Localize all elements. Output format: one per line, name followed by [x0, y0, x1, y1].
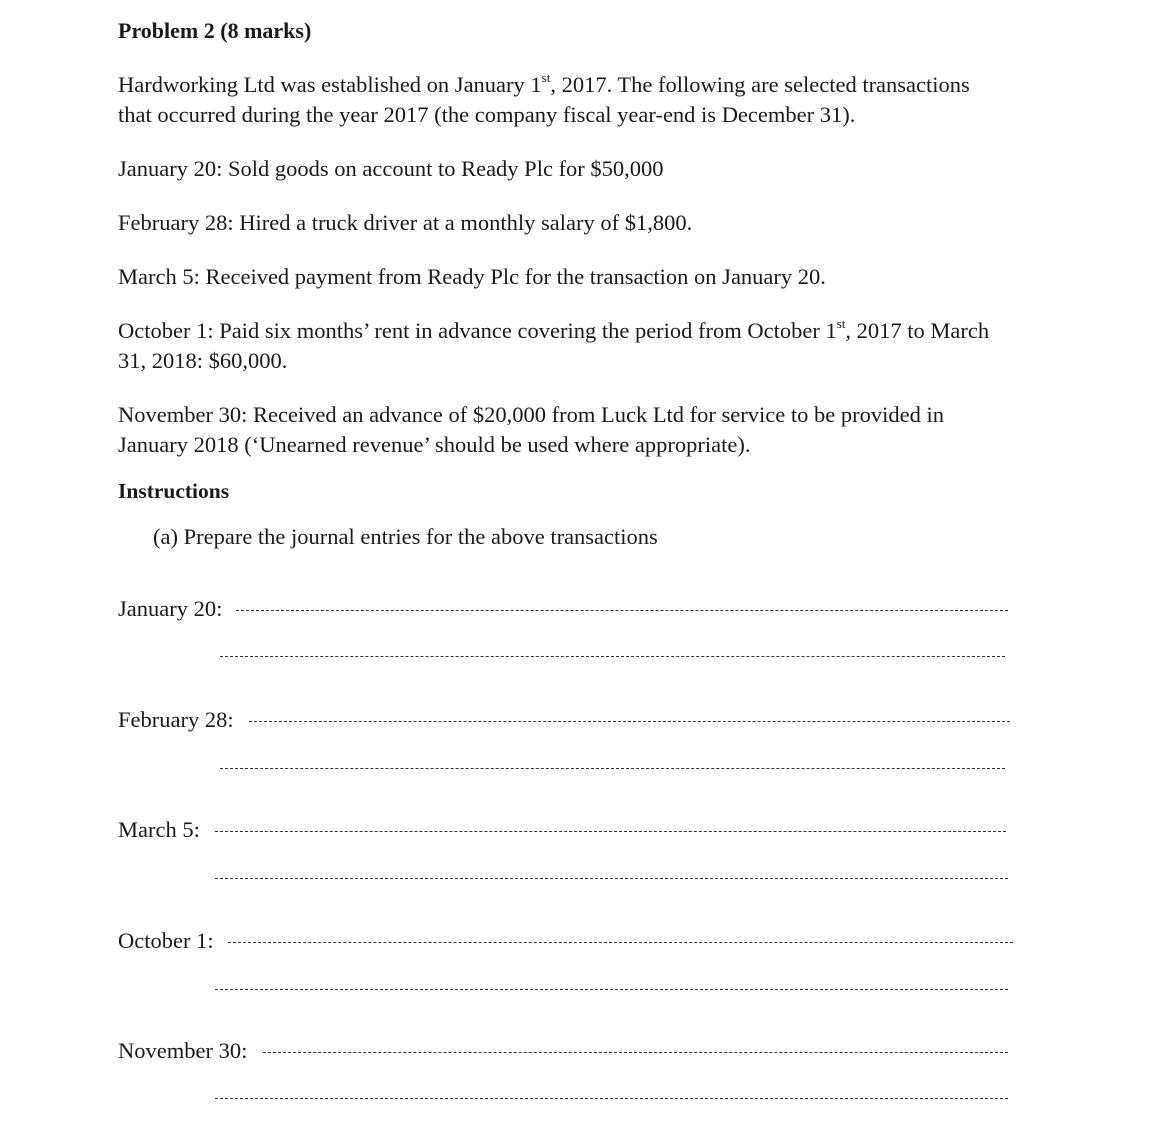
answer-label-feb28: February 28:: [118, 707, 234, 732]
answer-line-mar5-2[interactable]: [215, 878, 1008, 879]
answer-line-feb28-2[interactable]: [220, 768, 1005, 769]
answer-line-nov30-1[interactable]: [263, 1052, 1008, 1053]
answer-line-jan20-2[interactable]: [220, 656, 1005, 657]
answer-line-feb28-1[interactable]: [249, 721, 1010, 722]
intro-line-2: that occurred during the year 2017 (the company fiscal year-end is December 31).: [118, 102, 856, 127]
answer-label-nov30: November 30:: [118, 1038, 248, 1063]
problem-title: Problem 2 (8 marks): [118, 18, 312, 43]
transaction-oct1-line-1: October 1: Paid six months’ rent in advance covering the period from October 1st, 2017 to March: [118, 315, 990, 343]
answer-label-jan20: January 20:: [118, 596, 223, 621]
answer-line-oct1-1[interactable]: [228, 942, 1013, 943]
answer-label-oct1: October 1:: [118, 928, 214, 953]
transaction-mar5: March 5: Received payment from Ready Plc for the transaction on January 20.: [118, 264, 826, 289]
answer-line-jan20-1[interactable]: [236, 610, 1008, 611]
transaction-feb28: February 28: Hired a truck driver at a monthly salary of $1,800.: [118, 210, 693, 235]
transaction-oct1-line-2: 31, 2018: $60,000.: [118, 348, 288, 373]
transaction-jan20: January 20: Sold goods on account to Ready Plc for $50,000: [118, 156, 664, 181]
transaction-nov30: [118, 400, 944, 460]
instruction-part-a: (a) Prepare the journal entries for the above transactions: [153, 524, 658, 549]
answer-label-mar5: March 5:: [118, 817, 200, 842]
answer-line-nov30-2[interactable]: [215, 1098, 1008, 1099]
intro-line-1: Hardworking Ltd was established on January 1st, 2017. The following are selected transactions: [118, 69, 970, 97]
answer-line-mar5-1[interactable]: [215, 831, 1006, 832]
answer-line-oct1-2[interactable]: [215, 989, 1008, 990]
transaction-oct1: [118, 316, 989, 376]
problem-intro: [118, 70, 970, 130]
instructions-heading: Instructions: [118, 479, 230, 503]
transaction-nov30-line-2: January 2018 (‘Unearned revenue’ should be used where appropriate).: [118, 432, 751, 457]
transaction-nov30-line-1: November 30: Received an advance of $20,000 from Luck Ltd for service to be provided in: [118, 402, 944, 427]
